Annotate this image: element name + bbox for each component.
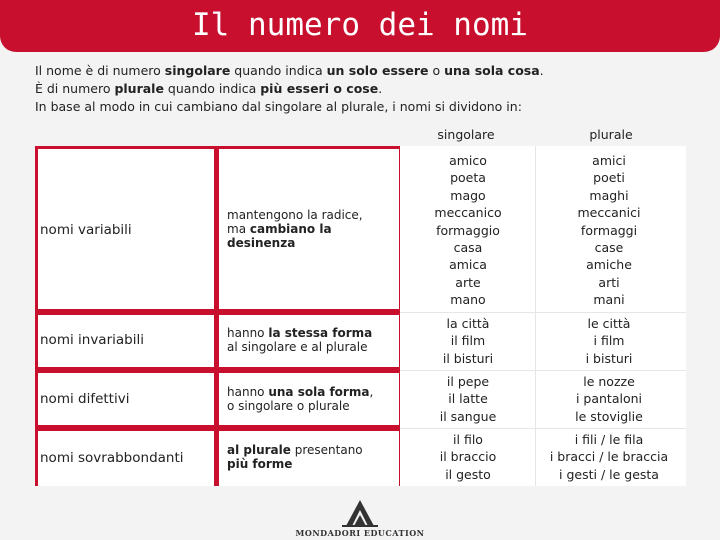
list-item: arte <box>455 274 481 290</box>
row-desc-sovrabbondanti <box>227 443 377 471</box>
text: hanno <box>227 385 269 399</box>
text-bold: più esseri o cose <box>260 81 379 96</box>
column-header-singolare: singolare <box>437 127 495 142</box>
plurale-list-sovrabbondanti <box>544 431 674 483</box>
list-item: il braccio <box>439 449 497 465</box>
publisher-name: MONDADORI EDUCATION <box>295 528 425 538</box>
list-item: le nozze <box>583 374 635 389</box>
singolare-list-sovrabbondanti <box>403 431 533 483</box>
text: presentano <box>290 443 363 457</box>
text: quando indica <box>230 63 327 78</box>
list-item: amico <box>449 153 487 168</box>
list-item: il sangue <box>439 408 497 424</box>
singolare-list-difettivi <box>403 373 533 425</box>
list-item: poeta <box>450 170 486 186</box>
list-item: mani <box>593 292 625 308</box>
row-desc-invariabili <box>227 326 377 354</box>
list-item: amica <box>449 257 487 273</box>
list-item: la città <box>446 316 490 331</box>
text: . <box>539 63 544 78</box>
intro-line-1 <box>35 62 695 80</box>
column-divider <box>535 146 536 486</box>
text: mantengono la radice, ma <box>227 208 363 236</box>
column-header-plurale: plurale <box>589 127 633 142</box>
list-item: il pepe <box>446 374 490 389</box>
text-bold: un solo essere <box>326 63 429 78</box>
list-item: il bisturi <box>442 350 494 366</box>
mondadori-logo-icon <box>290 498 430 528</box>
list-item: il filo <box>453 432 483 447</box>
list-item: casa <box>453 240 483 256</box>
text: È di numero <box>35 81 115 96</box>
list-item: mano <box>450 292 486 308</box>
list-item: i bracci / le braccia <box>549 449 669 465</box>
page-title: Il numero dei nomi <box>192 7 528 43</box>
singolare-list-variabili <box>403 152 533 309</box>
row-label-sovrabbondanti: nomi sovrabbondanti <box>40 450 184 466</box>
list-item: le stoviglie <box>575 408 643 424</box>
intro-line-3: In base al modo in cui cambiano dal singolare al plurale, i nomi si dividono in: <box>35 99 522 114</box>
plurale-list-difettivi <box>544 373 674 425</box>
text: hanno <box>227 326 269 340</box>
list-item: arti <box>598 274 620 290</box>
list-item: il gesto <box>445 466 491 482</box>
row-divider <box>400 370 686 371</box>
text: Il nome è di numero <box>35 63 165 78</box>
plurale-list-variabili <box>544 152 674 309</box>
text: , o singolare o plurale <box>227 385 374 413</box>
list-item: i bisturi <box>585 350 633 366</box>
list-item: il film <box>450 333 486 349</box>
text-bold: singolare <box>164 63 231 78</box>
text-bold: una sola cosa <box>444 63 540 78</box>
list-item: meccanici <box>577 205 641 221</box>
list-item: formaggi <box>580 222 638 238</box>
text: . <box>378 81 383 96</box>
title-bar <box>0 0 720 52</box>
list-item: le città <box>587 316 631 331</box>
row-desc-variabili <box>227 208 377 250</box>
list-item: poeti <box>593 170 625 186</box>
row-divider <box>400 312 686 313</box>
list-item: case <box>594 240 624 256</box>
text-bold: una sola forma <box>268 385 370 399</box>
list-item: il latte <box>448 391 488 407</box>
nouns-table <box>35 146 686 486</box>
list-item: formaggio <box>436 222 500 238</box>
text-bold: la stessa forma <box>268 326 373 340</box>
list-item: amiche <box>586 257 632 273</box>
list-item: i gesti / le gesta <box>559 466 659 482</box>
singolare-list-invariabili <box>403 315 533 367</box>
text-bold: plurale <box>114 81 164 96</box>
text-bold: più forme <box>227 457 293 471</box>
list-item: meccanico <box>434 205 502 221</box>
row-label-variabili: nomi variabili <box>40 222 132 238</box>
list-item: i film <box>593 333 625 349</box>
list-item: mago <box>450 187 486 203</box>
list-item: i fili / le fila <box>574 432 644 447</box>
list-item: maghi <box>589 187 629 203</box>
row-label-invariabili: nomi invariabili <box>40 332 144 348</box>
text: o <box>428 63 445 78</box>
row-label-difettivi: nomi difettivi <box>40 391 130 407</box>
text: quando indica <box>163 81 261 96</box>
publisher-logo <box>290 498 430 538</box>
plurale-list-invariabili <box>544 315 674 367</box>
text-bold: cambiano la desinenza <box>227 222 332 250</box>
text: al singolare e al plurale <box>227 340 368 354</box>
list-item: i pantaloni <box>575 391 643 407</box>
intro-text <box>35 62 695 116</box>
list-item: amici <box>592 153 626 168</box>
row-divider <box>400 428 686 429</box>
row-desc-difettivi <box>227 385 377 413</box>
intro-line-2 <box>35 80 695 98</box>
text-bold: al plurale <box>227 443 291 457</box>
